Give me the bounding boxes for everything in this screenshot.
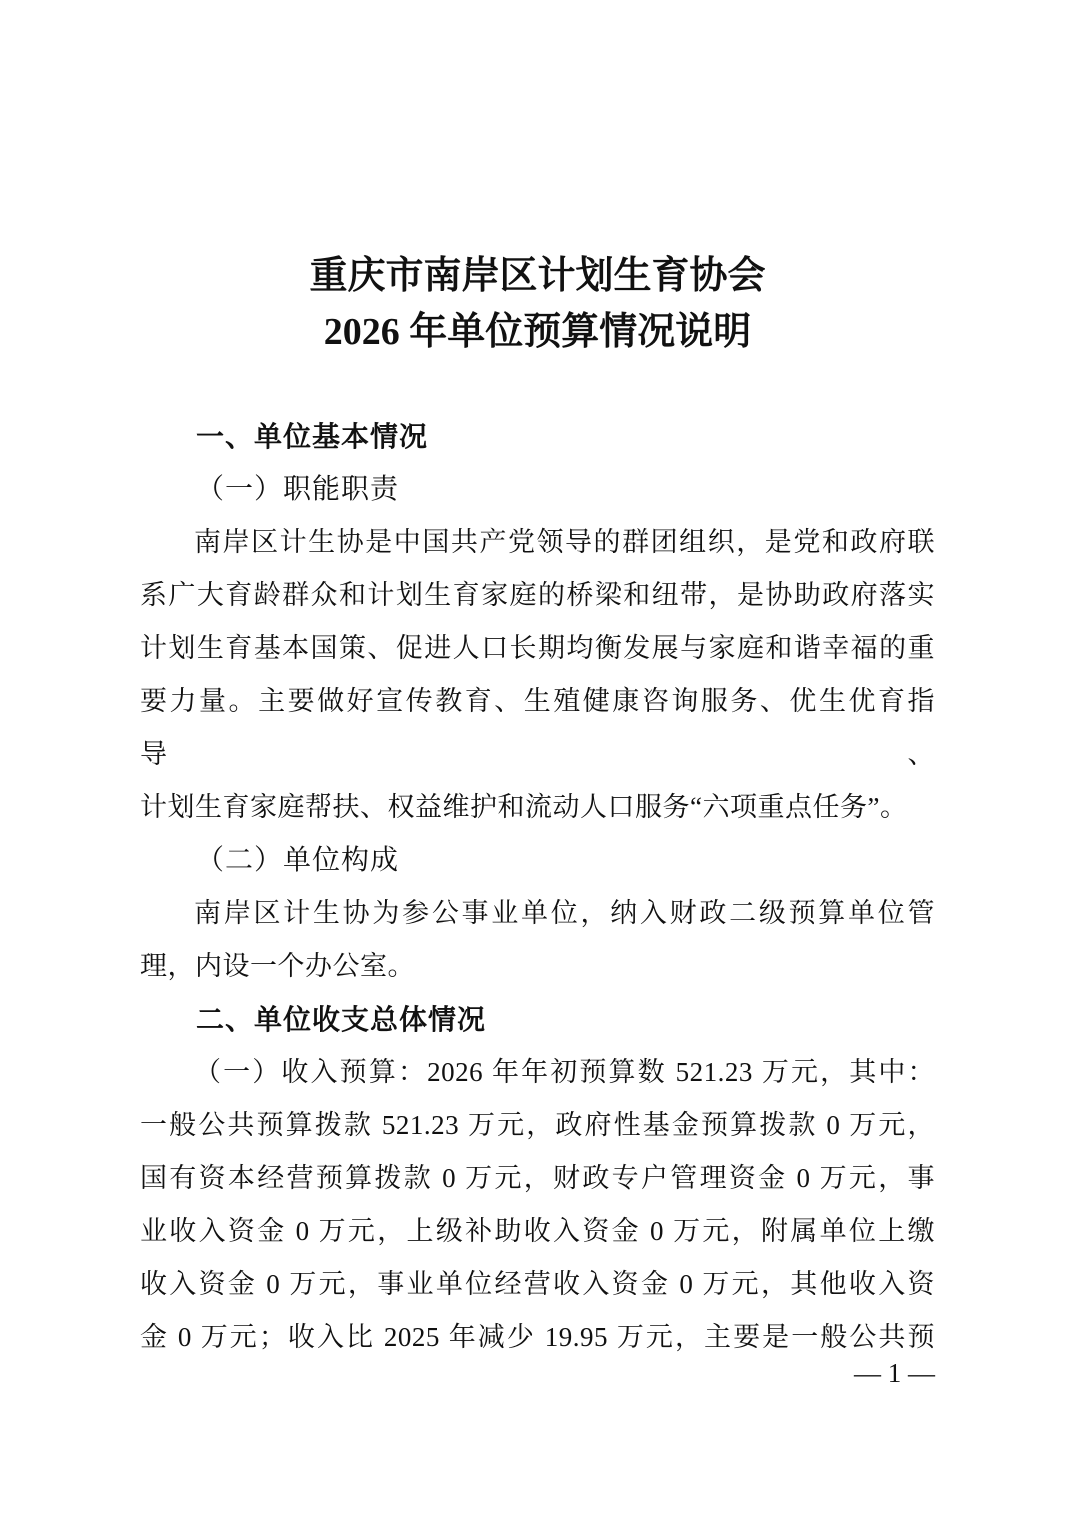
page-number: — 1 —: [854, 1358, 935, 1388]
paragraph-duties-line: 计划生育家庭帮扶、权益维护和流动人口服务“六项重点任务”。: [140, 792, 908, 822]
paragraph-duties-line: 要力量。主要做好宣传教育、生殖健康咨询服务、优生优育指导、: [140, 686, 935, 769]
document-title-line-1: 重庆市南岸区计划生育协会: [309, 255, 766, 297]
section-heading-2: 二、单位收支总体情况: [196, 1004, 487, 1035]
subsection-heading-composition: （二）单位构成: [196, 845, 400, 876]
paragraph-duties: [140, 516, 935, 834]
paragraph-income-line: 一般公共预算拨款 521.23 万元，政府性基金预算拨款 0 万元，: [140, 1110, 935, 1140]
paragraph-income-line: 国有资本经营预算拨款 0 万元，财政专户管理资金 0 万元，事: [140, 1163, 935, 1193]
paragraph-income-line: 金 0 万元；收入比 2025 年减少 19.95 万元，主要是一般公共预: [140, 1322, 935, 1352]
paragraph-composition: [140, 887, 935, 993]
paragraph-income-budget: [140, 1046, 935, 1364]
paragraph-income-line: 业收入资金 0 万元，上级补助收入资金 0 万元，附属单位上缴: [140, 1216, 935, 1246]
paragraph-income-line: 收入资金 0 万元，事业单位经营收入资金 0 万元，其他收入资: [140, 1269, 935, 1299]
document-title: [140, 248, 935, 360]
paragraph-duties-line: 南岸区计生协是中国共产党领导的群团组织，是党和政府联: [194, 527, 935, 557]
paragraph-composition-line: 南岸区计生协为参公事业单位，纳入财政二级预算单位管: [194, 898, 935, 928]
section-heading-1: 一、单位基本情况: [196, 421, 429, 452]
paragraph-duties-line: 系广大育龄群众和计划生育家庭的桥梁和纽带，是协助政府落实: [140, 580, 935, 610]
paragraph-composition-line: 理，内设一个办公室。: [140, 951, 415, 981]
paragraph-duties-line: 计划生育基本国策、促进人口长期均衡发展与家庭和谐幸福的重: [140, 633, 935, 663]
document-title-line-2: 2026 年单位预算情况说明: [323, 311, 752, 353]
subsection-heading-duties: （一）职能职责: [196, 474, 400, 505]
paragraph-income-line: （一）收入预算：2026 年年初预算数 521.23 万元，其中：: [194, 1057, 935, 1087]
